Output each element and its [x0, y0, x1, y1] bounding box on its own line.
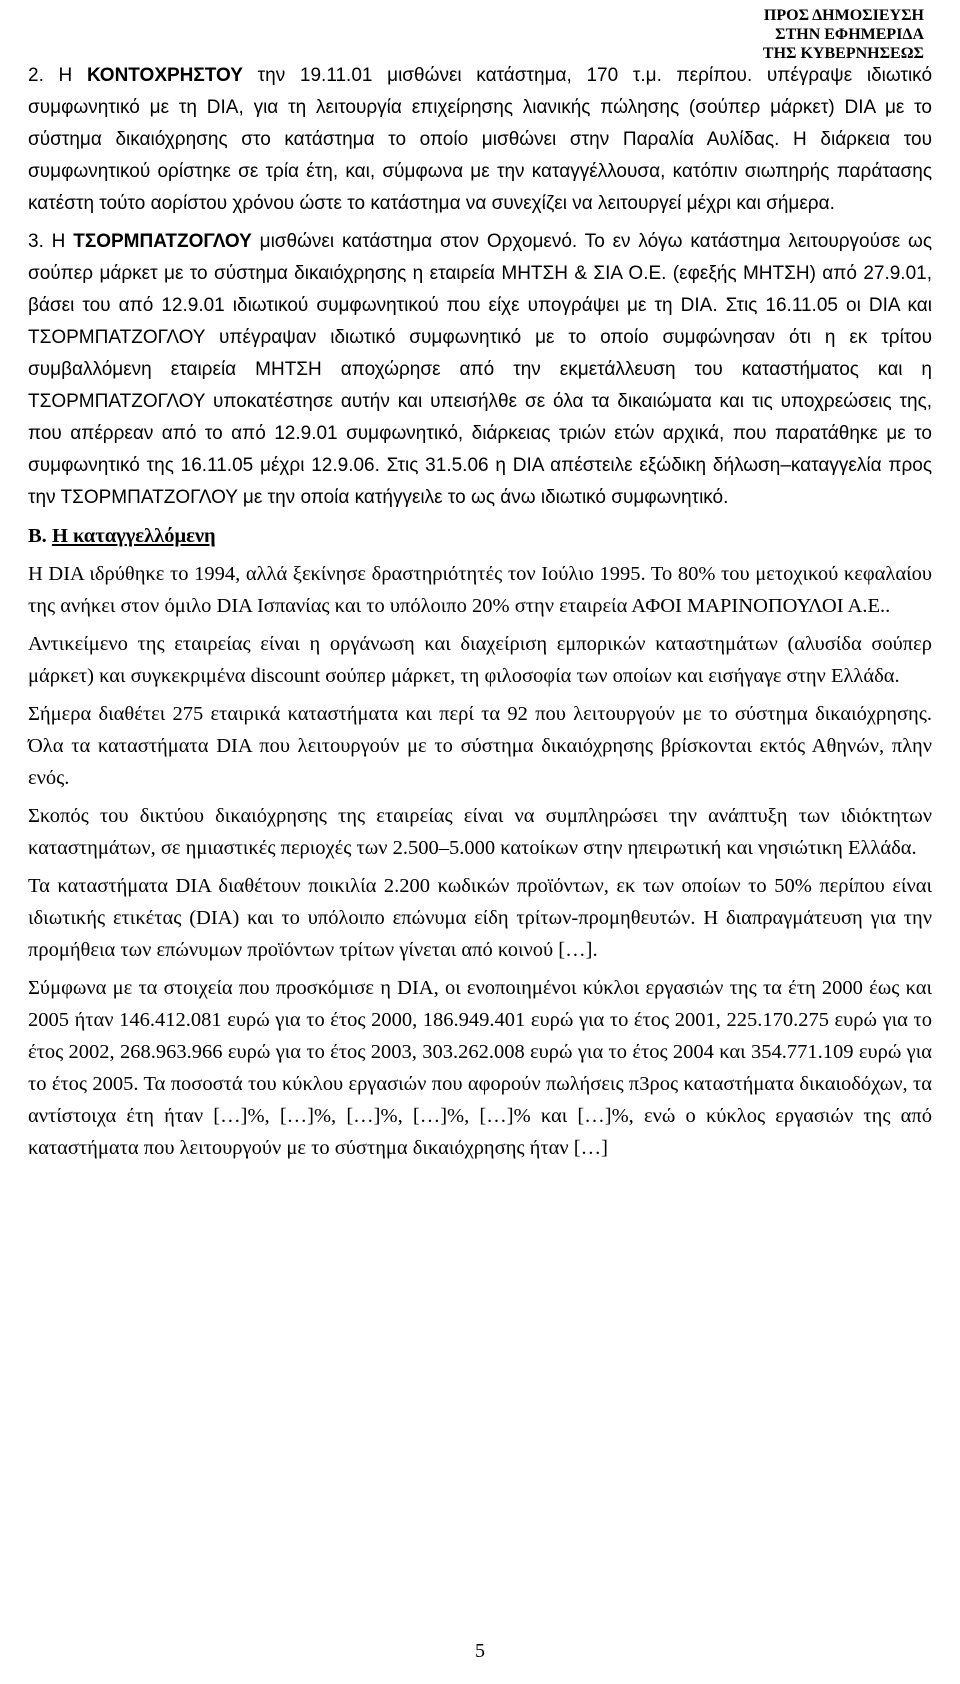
item-3-lead: 3. Η: [28, 231, 74, 252]
paragraph-item-2: [28, 60, 932, 220]
paragraph: Τα καταστήματα DIA διαθέτουν ποικιλία 2.200 κωδικών προϊόντων, εκ των οποίων το 50% περίπου είναι ιδιωτικής ετικέτας (DIA) και το υπόλοιπο επώνυμα είδη τρίτων-προμηθευτών. Η διαπραγμάτευση για την προμήθεια των επώνυμων προϊόντων τρίτων γίνεται από κοινού […].: [28, 875, 932, 961]
document-body: [28, 60, 932, 1170]
paragraph: Σήμερα διαθέτει 275 εταιρικά καταστήματα και περί τα 92 που λειτουργούν με το σύστημα δικαιόχρησης. Όλα τα καταστήματα DIA που λειτουργούν με το σύστημα δικαιόχρησης βρίσκονται εκτός Αθηνών, πλην ενός.: [28, 703, 932, 789]
item-2-text: την 19.11.01 μισθώνει κατάστημα, 170 τ.μ. περίπου. υπέγραψε ιδιωτικό συμφωνητικό με τη DIA, για τη λειτουργία επιχείρησης λιανικής πώλησης (σούπερ μάρκετ) DIA με το σύστημα δικαιόχρησης στο κατάστημα το οποίο μισθώνει στην Παραλία Αυλίδας. Η διάρκεια του συμφωνητικού ορίστηκε σε τρία έτη, και, σύμφωνα με την καταγγέλλουσα, κατόπιν σιωπηρής παράτασης κατέστη τούτο αορίστου χρόνου ώστε το κατάστημα να συνεχίζει να λειτουργεί μέχρι και σήμερα.: [28, 65, 933, 214]
paragraph-item-3: [28, 226, 932, 514]
item-2-name: ΚΟΝΤΟΧΡΗΣΤΟΥ: [86, 65, 243, 86]
item-2-lead: 2. Η: [28, 65, 87, 86]
paragraph: Σύμφωνα με τα στοιχεία που προσκόμισε η DIA, οι ενοποιημένοι κύκλοι εργασιών της τα έτη 2000 έως και 2005 ήταν 146.412.081 ευρώ για το έτος 2000, 186.949.401 ευρώ για το έτος 2001, 225.170.275 ευρώ για το έτος 2002, 268.963.966 ευρώ για το έτος 2003, 303.262.008 ευρώ για το έτος 2004 και 354.771.109 ευρώ για το έτος 2005. Τα ποσοστά του κύκλου εργασιών που αφορούν πωλήσεις π3ρος καταστήματα δικαιοδόχων, τα αντίστοιχα έτη ήταν […]%, […]%, […]%, […]%, […]% και […]%, ενώ ο κύκλος εργασιών της από καταστήματα που λειτουργούν με το σύστημα δικαιόχρησης ήταν […]: [28, 977, 932, 1159]
paragraph: Αντικείμενο της εταιρείας είναι η οργάνωση και διαχείριση εμπορικών καταστημάτων (αλυσίδα σούπερ μάρκετ) και συγκεκριμένα discount σούπερ μάρκετ, τη φιλοσοφία των οποίων και εισήγαγε στην Ελλάδα.: [28, 633, 932, 687]
paragraph: Σκοπός του δικτύου δικαιόχρησης της εταιρείας είναι να συμπληρώσει την ανάπτυξη των ιδιόκτητων καταστημάτων, σε ημιαστικές περιοχές των 2.500–5.000 κατοίκων στην ηπειρωτική και νησιώτικη Ελλάδα.: [28, 805, 932, 859]
item-3-name: ΤΣΟΡΜΠΑΤΖΟΓΛΟΥ: [73, 231, 252, 252]
item-3-text: μισθώνει κατάστημα στον Ορχομενό. Το εν λόγω κατάστημα λειτουργούσε ως σούπερ μάρκετ με το σύστημα δικαιόχρησης η εταιρεία ΜΗΤΣΗ & ΣΙΑ Ο.Ε. (εφεξής ΜΗΤΣΗ) από 27.9.01, βάσει του από 12.9.01 ιδιωτικού συμφωνητικού που είχε υπογράψει με τη DIA. Στις 16.11.05 οι DIA και ΤΣΟΡΜΠΑΤΖΟΓΛΟΥ υπέγραψαν ιδιωτικό συμφωνητικό με το οποίο συμφώνησαν ότι η εκ τρίτου συμβαλλόμενη εταιρεία ΜΗΤΣΗ αποχώρησε από την εκμετάλλευση του καταστήματος και η ΤΣΟΡΜΠΑΤΖΟΓΛΟΥ υποκατέστησε αυτήν και υπεισήλθε σε όλα τα δικαιώματα και τις υποχρεώσεις της, που απέρρεαν από το από 12.9.01 συμφωνητικό, διάρκειας τριών ετών αρχικά, που παρατάθηκε με το συμφωνητικό της 16.11.05 μέχρι 12.9.06. Στις 31.5.06 η DIA απέστειλε εξώδικη δήλωση–καταγγελία προς την ΤΣΟΡΜΠΑΤΖΟΓΛΟΥ με την οποία κατήγγειλε το ως άνω ιδιωτικό συμφωνητικό.: [28, 231, 932, 508]
section-heading: [28, 520, 932, 552]
section-label: Β.: [28, 525, 52, 547]
page-number: 5: [475, 1640, 485, 1662]
paragraph: Η DIA ιδρύθηκε το 1994, αλλά ξεκίνησε δραστηριότητές τον Ιούλιο 1995. Το 80% του μετοχικού κεφαλαίου της ανήκει στον όμιλο DIA Ισπανίας και το υπόλοιπο 20% στην εταιρεία ΑΦΟΙ ΜΑΡΙΝΟΠΟΥΛΟΙ Α.Ε..: [28, 563, 932, 617]
publication-stamp: [684, 6, 924, 63]
stamp-line-1: ΠΡΟΣ ΔΗΜΟΣΙΕΥΣΗ: [763, 7, 924, 24]
section-title: Η καταγγελλόμενη: [51, 525, 216, 547]
stamp-line-2: ΣΤΗΝ ΕΦΗΜΕΡΙΔΑ: [775, 26, 924, 43]
stamp-line-3: ΤΗΣ ΚΥΒΕΡΝΗΣΕΩΣ: [762, 45, 924, 62]
